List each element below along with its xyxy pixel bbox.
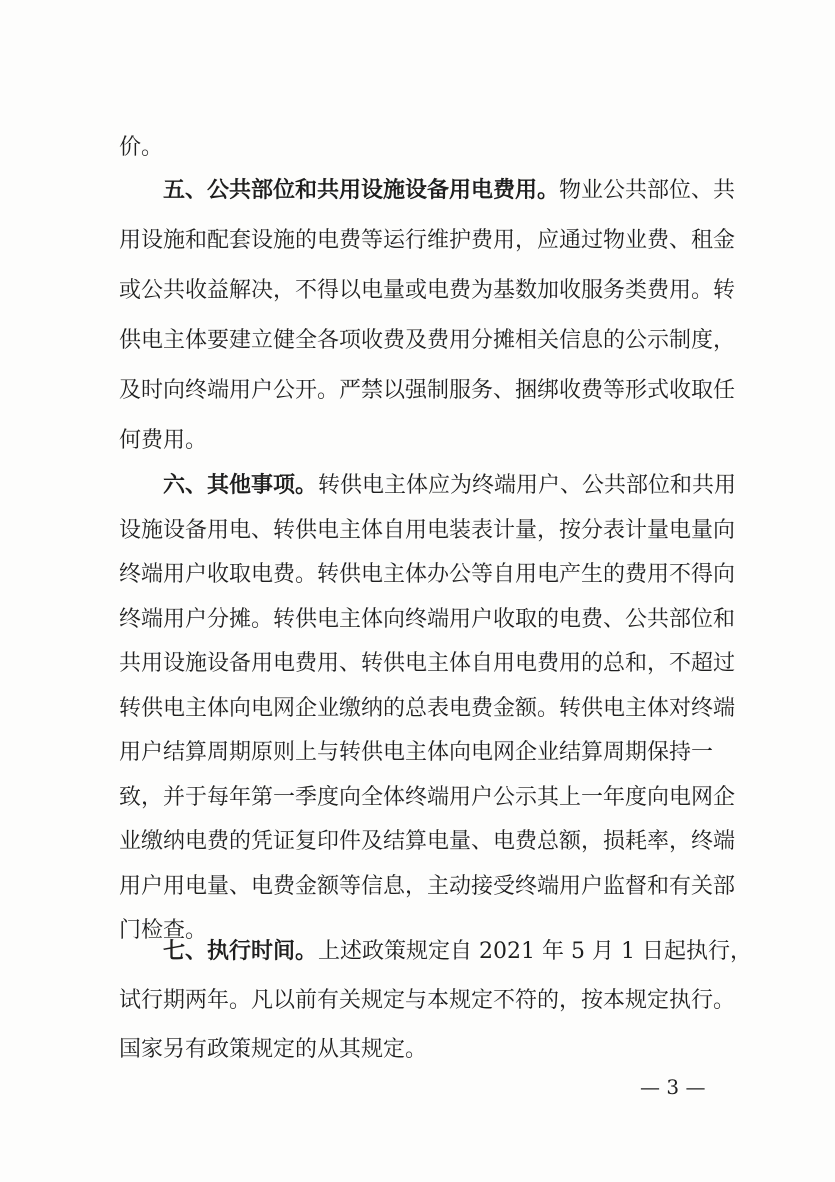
text-line [0,316,835,366]
text-line [0,166,835,216]
section-5-heading: 五、公共部位和共用设施设备用电费用。 [163,178,560,203]
text-line [0,595,835,645]
paragraph-7-line-1: 上述政策规定自 2021 年 5 月 1 日起执行， [318,939,752,964]
text-line [0,416,835,466]
paragraph-6-line-4: 终端用户分摊。转供电主体向终端用户收取的电费、公共部位和 [119,606,736,632]
text-line [0,461,835,511]
text-line [0,1025,835,1075]
paragraph-0-line-1: 价。 [119,135,164,160]
paragraph-6-line-11: 门检查。 [119,918,208,943]
text-line [0,927,835,977]
paragraph-5-line-3: 或公共收益解决，不得以电量或电费为基数加收服务类费用。转 [119,278,736,303]
text-line [0,366,835,416]
text-line [0,773,835,823]
paragraph-6-line-3: 终端用户收取电费。转供电主体办公等自用电产生的费用不得向 [119,562,736,587]
section-6-heading: 六、其他事项。 [163,473,318,498]
page-number: — 3 — [640,1075,706,1099]
paragraph-6-line-1: 转供电主体应为终端用户、公共部位和共用 [318,473,737,498]
text-line [0,817,835,867]
section-7-heading: 七、执行时间。 [163,939,318,964]
paragraph-6-line-7: 用户结算周期原则上与转供电主体向电网企业结算周期保持一 [119,740,714,765]
paragraph-7-line-3: 国家另有政策规定的从其规定。 [119,1037,428,1062]
text-line [0,639,835,689]
text-line [0,550,835,600]
paragraph-5-line-2: 用设施和配套设施的电费等运行维护费用，应通过物业费、租金 [119,228,736,253]
paragraph-6-line-9: 业缴纳电费的凭证复印件及结算电量、电费总额，损耗率，终端 [119,829,736,854]
text-line [0,728,835,778]
paragraph-6-line-2: 设施设备用电、转供电主体自用电装表计量，按分表计量电量向 [119,517,736,543]
paragraph-6-line-8: 致，并于每年第一季度向全体终端用户公示其上一年度向电网企 [119,784,736,810]
text-line [0,862,835,912]
paragraph-6-line-6: 转供电主体向电网企业缴纳的总表电费金额。转供电主体对终端 [119,695,736,721]
text-line [0,266,835,316]
paragraph-5-line-5: 及时向终端用户公开。严禁以强制服务、捆绑收费等形式收取任 [119,378,736,403]
paragraph-5-line-4: 供电主体要建立健全各项收费及费用分摊相关信息的公示制度， [119,328,736,353]
paragraph-7-line-2: 试行期两年。凡以前有关规定与本规定不符的，按本规定执行。 [119,988,736,1013]
paragraph-5-line-1: 物业公共部位、共 [559,178,736,203]
paragraph-5-line-6: 何费用。 [119,428,208,453]
paragraph-6-line-5: 共用设施设备用电费用、转供电主体自用电费用的总和，不超过 [119,651,736,676]
text-line [0,976,835,1026]
text-line [0,684,835,734]
text-line [0,506,835,556]
paragraph-6-line-10: 用户用电量、电费金额等信息，主动接受终端用户监督和有关部 [119,873,736,899]
text-line [0,216,835,266]
